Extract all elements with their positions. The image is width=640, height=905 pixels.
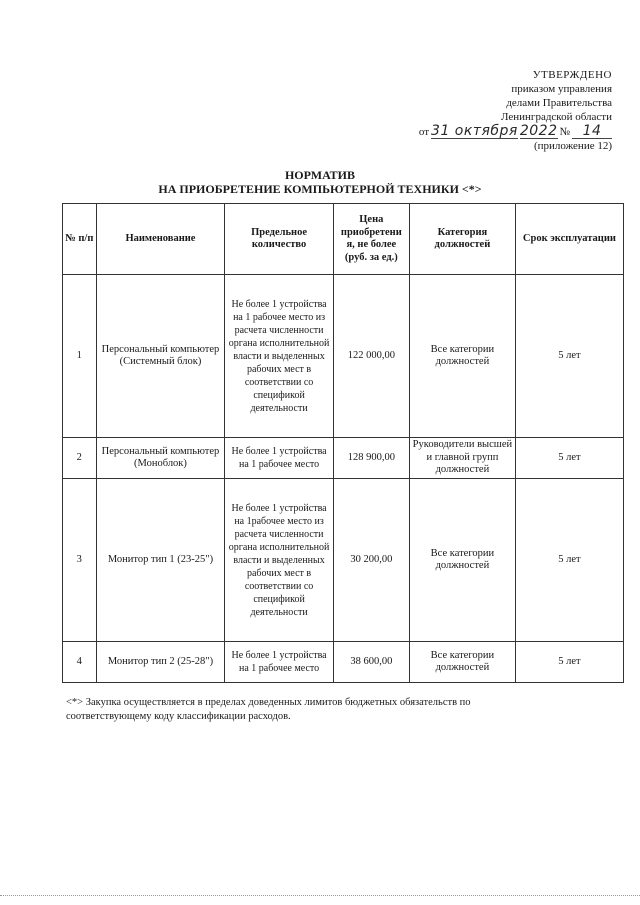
approval-title: УТВЕРЖДЕНО	[532, 69, 612, 81]
date-prefix: от	[418, 126, 430, 138]
cell-limit: Не более 1 устройства на 1 рабочее место из расчета численности органа исполнительной власти и выделенных рабочих мест в соответствии со спецификой деятельности	[225, 275, 333, 438]
cell-price: 128 900,00	[333, 438, 409, 479]
header-price: Цена приобретени я, не более (руб. за ед.)	[333, 204, 409, 275]
cell-category: Все категории должностей	[409, 275, 515, 438]
cell-name: Персональный компьютер (Моноблок)	[96, 438, 225, 479]
page-bottom-rule	[0, 895, 640, 896]
approval-date-line	[419, 124, 612, 139]
document-title-line-1: НОРМАТИВ	[284, 168, 356, 182]
cell-term: 5 лет	[515, 479, 623, 642]
cell-category: Все категории должностей	[409, 479, 515, 642]
cell-price: 38 600,00	[333, 642, 409, 683]
table-row	[63, 275, 624, 438]
cell-term: 5 лет	[515, 275, 623, 438]
handwritten-number: 14	[572, 124, 612, 139]
cell-name: Персональный компьютер (Системный блок)	[96, 275, 225, 438]
footnote: <*> Закупка осуществляется в пределах доведенных лимитов бюджетных обязательств по соответствующему коду классификации расходов.	[66, 697, 471, 722]
number-prefix: №	[559, 126, 570, 138]
header-name: Наименование	[96, 204, 225, 275]
header-limit: Предельное количество	[225, 204, 333, 275]
norm-table	[62, 203, 624, 683]
cell-name: Монитор тип 1 (23-25")	[96, 479, 225, 642]
header-no: № п/п	[63, 204, 97, 275]
cell-limit: Не более 1 устройства на 1 рабочее место	[225, 642, 333, 683]
approval-line-1: приказом управления	[511, 83, 612, 95]
cell-price: 122 000,00	[333, 275, 409, 438]
cell-category: Руководители высшей и главной групп должностей	[409, 438, 515, 479]
cell-limit: Не более 1 устройства на 1рабочее место из расчета численности органа исполнительной власти и выделенных рабочих мест в соответствии со спецификой деятельности	[225, 479, 333, 642]
cell-price: 30 200,00	[333, 479, 409, 642]
approval-line-2: делами Правительства	[506, 97, 612, 109]
cell-category: Все категории должностей	[409, 642, 515, 683]
table-row	[63, 438, 624, 479]
document-title-line-2: НА ПРИОБРЕТЕНИЕ КОМПЬЮТЕРНОЙ ТЕХНИКИ <*>	[158, 182, 482, 196]
cell-no: 1	[63, 275, 97, 438]
table-row	[63, 479, 624, 642]
cell-no: 2	[63, 438, 97, 479]
header-term: Срок эксплуатации	[515, 204, 623, 275]
approval-appendix: (приложение 12)	[533, 140, 612, 152]
table-row	[63, 642, 624, 683]
cell-term: 5 лет	[515, 438, 623, 479]
cell-name: Монитор тип 2 (25-28")	[96, 642, 225, 683]
cell-limit: Не более 1 устройства на 1 рабочее место	[225, 438, 333, 479]
cell-no: 3	[63, 479, 97, 642]
approval-line-3: Ленинградской области	[501, 111, 612, 123]
header-category: Категория должностей	[409, 204, 515, 275]
cell-no: 4	[63, 642, 97, 683]
approval-block	[312, 68, 612, 153]
document-title	[0, 168, 640, 196]
handwritten-date: 31 октября	[431, 123, 518, 139]
handwritten-year: 2022	[519, 123, 558, 139]
cell-term: 5 лет	[515, 642, 623, 683]
table-header-row	[63, 204, 624, 275]
